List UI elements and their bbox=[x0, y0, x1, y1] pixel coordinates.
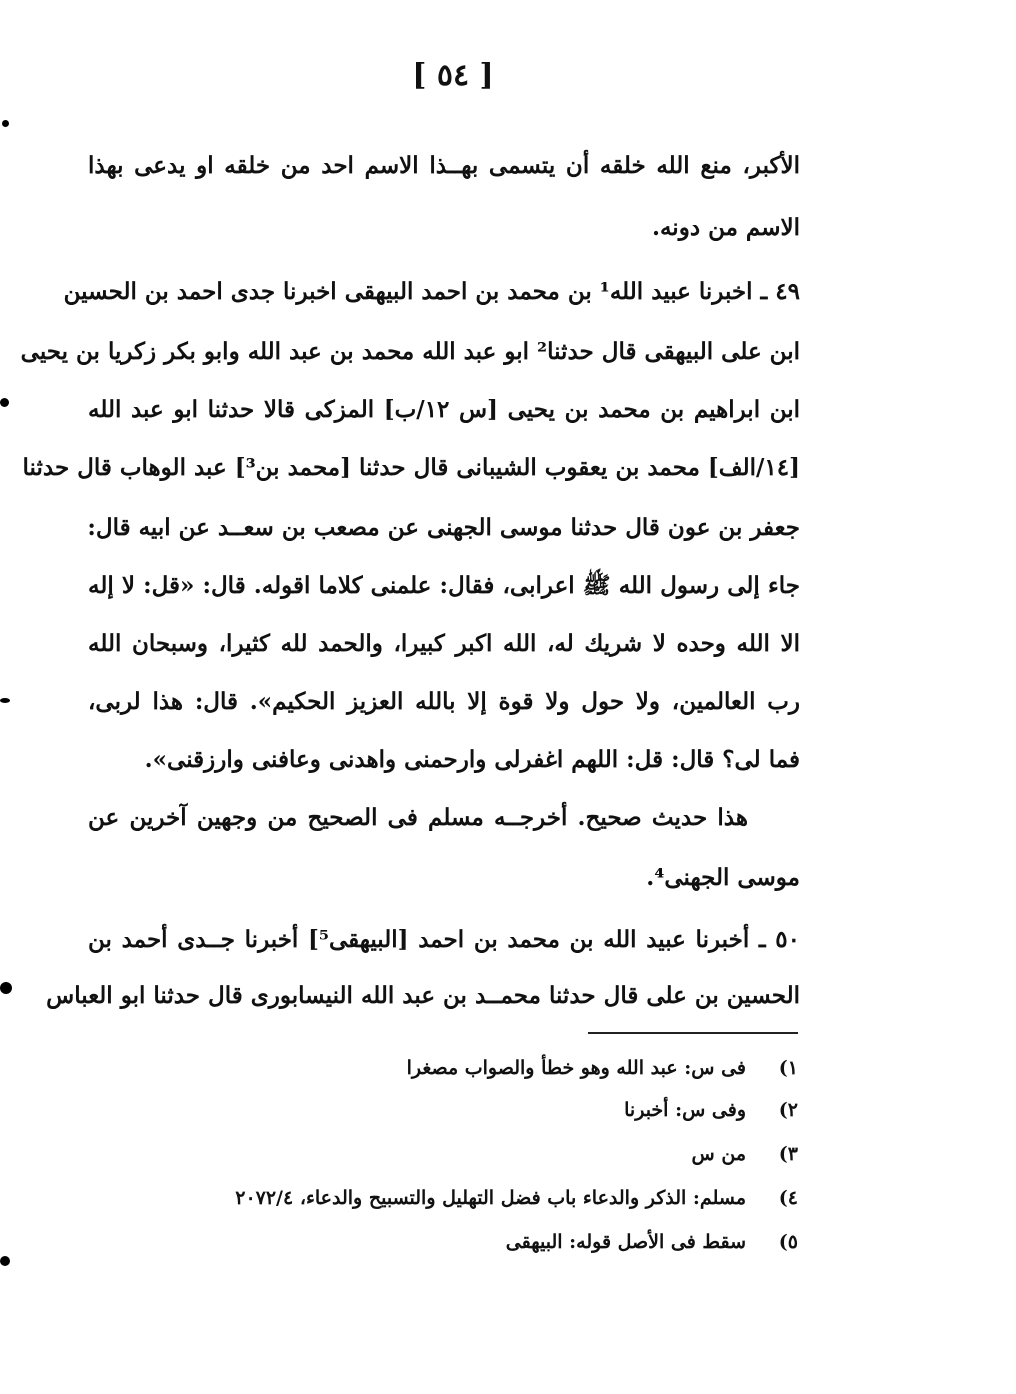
footnote-text: مسلم: الذكر والدعاء باب فضل التهليل والتسبيح والدعاء، ٢٠٧٢/٤ bbox=[235, 1187, 746, 1209]
page-number: [ ٥٤ ] bbox=[412, 58, 494, 93]
scan-speck bbox=[0, 698, 10, 703]
text-line: الأكبر، منع الله خلقه أن يتسمى بهــذا الاسم احد من خلقه او يدعى بهذا bbox=[88, 152, 800, 179]
footnote-2 bbox=[624, 1092, 798, 1128]
text-line: [١٤/الف] محمد بن يعقوب الشيبانى قال حدثنا [محمد بن³] عبد الوهاب قال حدثنا bbox=[22, 454, 800, 481]
text-line: فما لى؟ قال: قل: اللهم اغفرلى وارحمنى واهدنى وعافنى وارزقنى». bbox=[144, 746, 800, 773]
scan-speck bbox=[0, 982, 12, 994]
text-line: جعفر بن عون قال حدثنا موسى الجهنى عن مصعب بن سعــد عن ابيه قال: bbox=[87, 514, 800, 541]
footnote-text: فى س: عبد الله وهو خطأ والصواب مصغرا bbox=[406, 1057, 746, 1079]
text-line: جاء إلى رسول الله ﷺ اعرابى، فقال: علمنى كلاما اقوله. قال: «قل: لا إله bbox=[88, 572, 800, 599]
footnote-5 bbox=[506, 1224, 798, 1260]
text-line: ابن على البيهقى قال حدثنا² ابو عبد الله محمد بن عبد الله وابو بكر زكريا بن يحيى bbox=[20, 338, 800, 365]
text-line: ابن ابراهيم بن محمد بن يحيى [س ١٢/ب] المزكى قالا حدثنا ابو عبد الله bbox=[88, 396, 801, 423]
footnote-number: ٤) bbox=[778, 1187, 798, 1209]
scan-speck bbox=[0, 1256, 10, 1266]
text-line: ٤٩ ـ اخبرنا عبيد الله¹ بن محمد بن احمد البيهقى اخبرنا جدى احمد بن الحسين bbox=[63, 278, 800, 305]
footnote-text: وفى س: أخبرنا bbox=[624, 1099, 746, 1121]
footnote-number: ٣) bbox=[778, 1143, 798, 1165]
footnote-divider bbox=[588, 1032, 798, 1034]
scan-speck bbox=[2, 120, 9, 127]
footnote-text: من س bbox=[691, 1143, 746, 1165]
text-line: الا الله وحده لا شريك له، الله اكبر كبيرا، والحمد لله كثيرا، وسبحان الله bbox=[88, 630, 800, 657]
text-line: رب العالمين، ولا حول ولا قوة إلا بالله العزيز الحكيم». قال: هذا لربى، bbox=[88, 688, 800, 715]
footnote-number: ١) bbox=[778, 1057, 798, 1079]
text-line: هذا حديث صحيح. أخرجــه مسلم فى الصحيح من وجهين آخرين عن bbox=[88, 804, 748, 831]
text-line: الاسم من دونه. bbox=[651, 214, 800, 241]
footnote-text: سقط فى الأصل قوله: البيهقى bbox=[505, 1231, 746, 1253]
footnote-number: ٢) bbox=[778, 1099, 798, 1121]
footnote-3 bbox=[692, 1136, 798, 1172]
text-line: الحسين بن على قال حدثنا محمــد بن عبد الله النيسابورى قال حدثنا ابو العباس bbox=[46, 982, 800, 1009]
text-line: موسى الجهنى⁴. bbox=[646, 864, 800, 891]
scan-speck bbox=[0, 398, 9, 407]
footnote-4 bbox=[235, 1180, 798, 1216]
footnote-number: ٥) bbox=[778, 1231, 798, 1253]
footnote-1 bbox=[407, 1050, 798, 1086]
text-line: ٥٠ ـ أخبرنا عبيد الله بن محمد بن احمد [البيهقى⁵] أخبرنا جــدى أحمد بن bbox=[88, 926, 801, 953]
